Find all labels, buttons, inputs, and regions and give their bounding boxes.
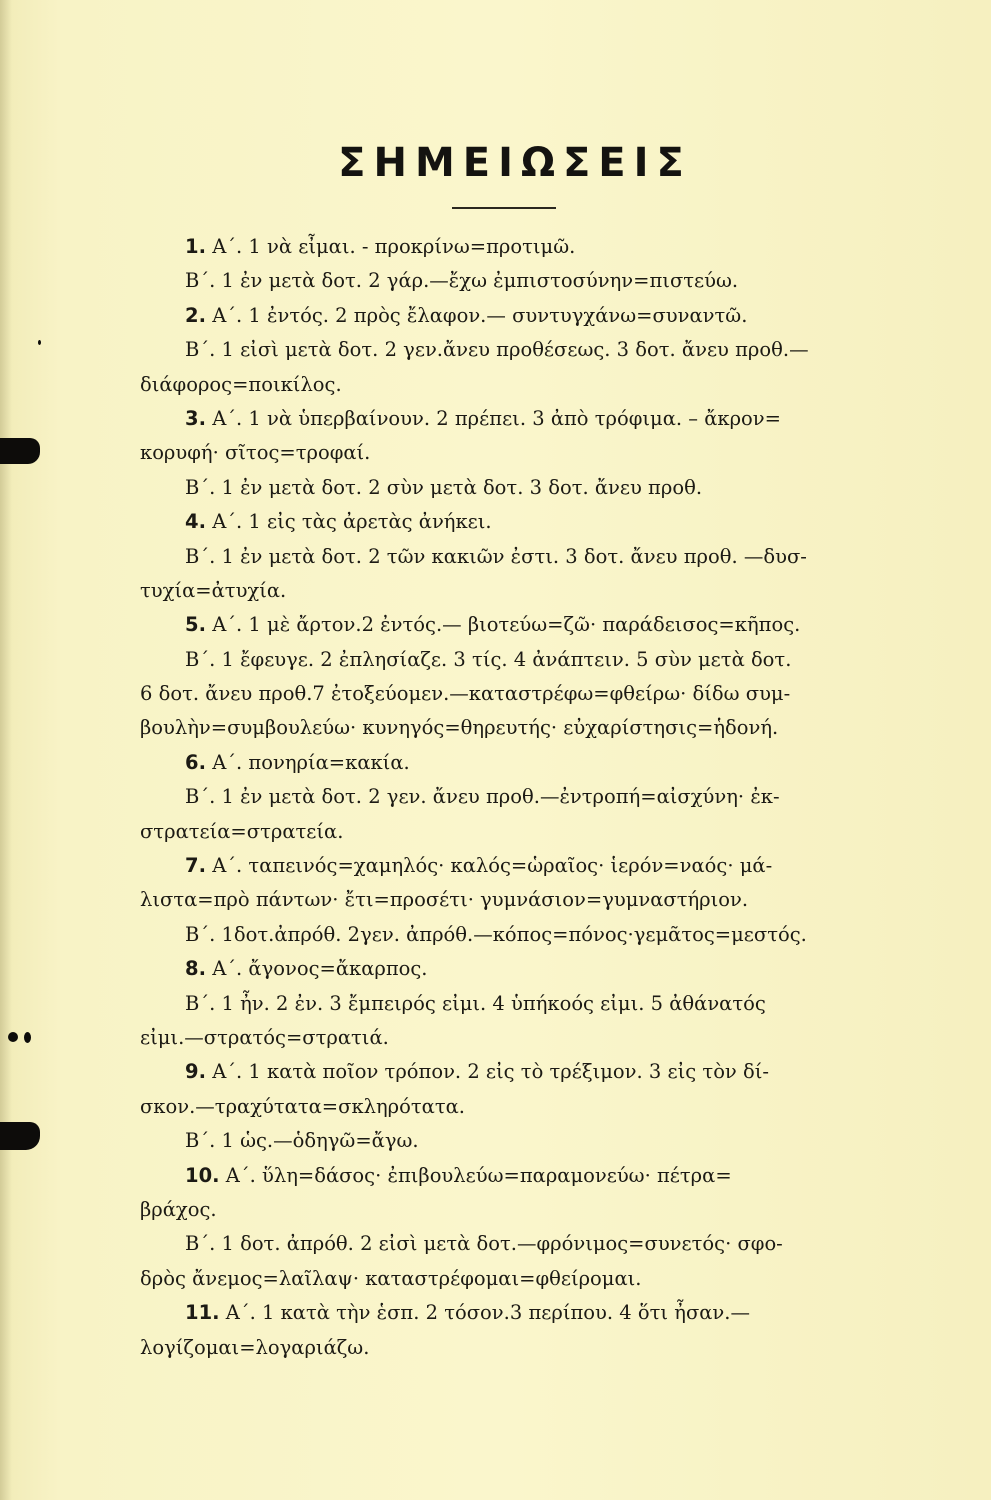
edge-ink-speck bbox=[38, 340, 41, 345]
note-line bbox=[140, 883, 905, 917]
note-text: διάφορος=ποικίλος. bbox=[140, 372, 342, 396]
note-text: κορυφή· σῖτος=τροφαί. bbox=[140, 441, 371, 465]
note-text: Β΄. 1 ἔφευγε. 2 ἐπλησίαζε. 3 τίς. 4 ἀνάπτειν. 5 σὺν μετὰ δοτ. bbox=[185, 647, 792, 671]
note-line bbox=[140, 952, 905, 986]
note-line bbox=[140, 1331, 905, 1365]
note-line bbox=[140, 368, 905, 402]
note-line bbox=[140, 436, 905, 470]
note-text: σκον.—τραχύτατα=σκληρότατα. bbox=[140, 1094, 465, 1118]
note-line bbox=[140, 1227, 905, 1261]
note-text: Α΄. 1 νὰ ὑπερβαίνουν. 2 πρέπει. 3 ἀπὸ τρόφιμα. – ἄκρον= bbox=[212, 406, 781, 430]
note-text: Β΄. 1 ἐν μετὰ δοτ. 2 σὺν μετὰ δοτ. 3 δοτ. ἄνευ προθ. bbox=[185, 475, 703, 499]
note-text: Α΄. ἄγονος=ἄκαρπος. bbox=[212, 957, 428, 981]
note-line bbox=[140, 780, 905, 814]
note-text: Β΄. 1 ὡς.—ὁδηγῶ=ἄγω. bbox=[185, 1129, 419, 1153]
notes-body bbox=[140, 230, 905, 1365]
note-text: τυχία=ἀτυχία. bbox=[140, 578, 287, 602]
note-text: Α΄. 1 εἰς τὰς ἀρετὰς ἀνήκει. bbox=[212, 510, 492, 534]
note-text: βράχος. bbox=[140, 1197, 217, 1221]
note-line bbox=[140, 1055, 905, 1089]
note-line bbox=[140, 815, 905, 849]
note-line bbox=[140, 505, 905, 539]
title-underline bbox=[452, 207, 556, 209]
note-text: Β΄. 1 ἐν μετὰ δοτ. 2 γάρ.—ἔχω ἐμπιστοσύνην=πιστεύω. bbox=[185, 269, 739, 293]
note-number: 9. bbox=[185, 1060, 206, 1084]
note-line bbox=[140, 677, 905, 711]
note-line bbox=[140, 1021, 905, 1055]
note-text: Β΄. 1 ἦν. 2 ἐν. 3 ἔμπειρός εἰμι. 4 ὑπήκοός εἰμι. 5 ἀθάνατός bbox=[185, 991, 766, 1015]
note-line bbox=[140, 1090, 905, 1124]
note-line bbox=[140, 264, 905, 298]
note-number: 5. bbox=[185, 613, 206, 637]
note-text: Β΄. 1δοτ.ἀπρόθ. 2γεν. ἀπρόθ.—κόπος=πόνος·γεμᾶτος=μεστός. bbox=[185, 922, 807, 946]
edge-ink-dot bbox=[8, 1032, 18, 1042]
note-number: 1. bbox=[185, 235, 206, 258]
note-text: Β΄. 1 ἐν μετὰ δοτ. 2 γεν. ἄνευ προθ.—ἐντροπή=αἰσχύνη· ἐκ- bbox=[185, 785, 780, 809]
note-text: στρατεία=στρατεία. bbox=[140, 819, 344, 843]
note-line bbox=[140, 1262, 905, 1296]
note-number: 10. bbox=[185, 1163, 220, 1187]
note-text: 6 δοτ. ἄνευ προθ.7 ἐτοξεύομεν.—καταστρέφω=φθείρω· δίδω συμ- bbox=[140, 682, 791, 706]
note-line bbox=[140, 1159, 905, 1193]
note-line bbox=[140, 1124, 905, 1158]
note-number: 4. bbox=[185, 510, 206, 534]
note-text: Α΄. πονηρία=κακία. bbox=[212, 750, 410, 774]
note-number: 6. bbox=[185, 750, 206, 774]
note-text: Α΄. 1 ἐντός. 2 πρὸς ἔλαφον.— συντυγχάνω=συναντῶ. bbox=[212, 303, 748, 327]
note-line bbox=[140, 574, 905, 608]
note-text: βουλὴν=συμβουλεύω· κυνηγός=θηρευτής· εὐχαρίστησις=ἡδονή. bbox=[140, 716, 779, 740]
note-text: Β΄. 1 εἰσὶ μετὰ δοτ. 2 γεν.ἄνευ προθέσεως. 3 δοτ. ἄνευ προθ.— bbox=[185, 338, 809, 362]
edge-ink-blot bbox=[0, 438, 40, 464]
note-line bbox=[140, 987, 905, 1021]
binding-shadow bbox=[0, 0, 12, 1500]
note-text: Α΄. ὕλη=δάσος· ἐπιβουλεύω=παραμονεύω· πέτρα= bbox=[225, 1163, 732, 1187]
note-line bbox=[140, 849, 905, 883]
note-text: Β΄. 1 ἐν μετὰ δοτ. 2 τῶν κακιῶν ἐστι. 3 δοτ. ἄνευ προθ. —δυσ- bbox=[185, 544, 807, 568]
note-line bbox=[140, 1193, 905, 1227]
note-number: 2. bbox=[185, 303, 206, 327]
note-number: 7. bbox=[185, 854, 206, 878]
edge-ink-blot bbox=[0, 1122, 40, 1150]
note-line bbox=[140, 643, 905, 677]
note-text: λιστα=πρὸ πάντων· ἔτι=προσέτι· γυμνάσιον=γυμναστήριον. bbox=[140, 888, 749, 912]
note-text: Β΄. 1 δοτ. ἀπρόθ. 2 εἰσὶ μετὰ δοτ.—φρόνιμος=συνετός· σφο- bbox=[185, 1232, 783, 1256]
note-text: δρὸς ἄνεμος=λαῖλαψ· καταστρέφομαι=φθείρομαι. bbox=[140, 1266, 642, 1290]
note-number: 11. bbox=[185, 1301, 220, 1325]
note-line bbox=[140, 540, 905, 574]
note-text: Α΄. 1 μὲ ἄρτον.2 ἐντός.— βιοτεύω=ζῶ· παράδεισος=κῆπος. bbox=[212, 613, 801, 637]
note-line bbox=[140, 1296, 905, 1330]
note-number: 8. bbox=[185, 957, 206, 981]
note-line bbox=[140, 299, 905, 333]
note-line bbox=[140, 230, 905, 264]
note-text: Α΄. 1 κατὰ τὴν ἑσπ. 2 τόσον.3 περίπου. 4 ὅτι ἦσαν.— bbox=[225, 1301, 750, 1325]
note-text: εἰμι.—στρατός=στρατιά. bbox=[140, 1025, 389, 1049]
note-line bbox=[140, 746, 905, 780]
note-line bbox=[140, 402, 905, 436]
note-text: Α΄. ταπεινός=χαμηλός· καλός=ὡραῖος· ἱερόν=ναός· μά- bbox=[212, 854, 773, 878]
note-line bbox=[140, 608, 905, 642]
note-text: Α΄. 1 νὰ εἶμαι. - προκρίνω=προτιμῶ. bbox=[212, 235, 576, 258]
note-text: Α΄. 1 κατὰ ποῖον τρόπον. 2 εἰς τὸ τρέξιμον. 3 εἰς τὸν δί- bbox=[212, 1060, 769, 1084]
note-line bbox=[140, 711, 905, 745]
note-line bbox=[140, 918, 905, 952]
note-line bbox=[140, 471, 905, 505]
note-line bbox=[140, 333, 905, 367]
page-title: ΣΗΜΕΙΩΣΕΙΣ bbox=[338, 140, 692, 186]
note-number: 3. bbox=[185, 406, 206, 430]
note-text: λογίζομαι=λογαριάζω. bbox=[140, 1335, 370, 1359]
edge-ink-dot bbox=[24, 1032, 31, 1043]
